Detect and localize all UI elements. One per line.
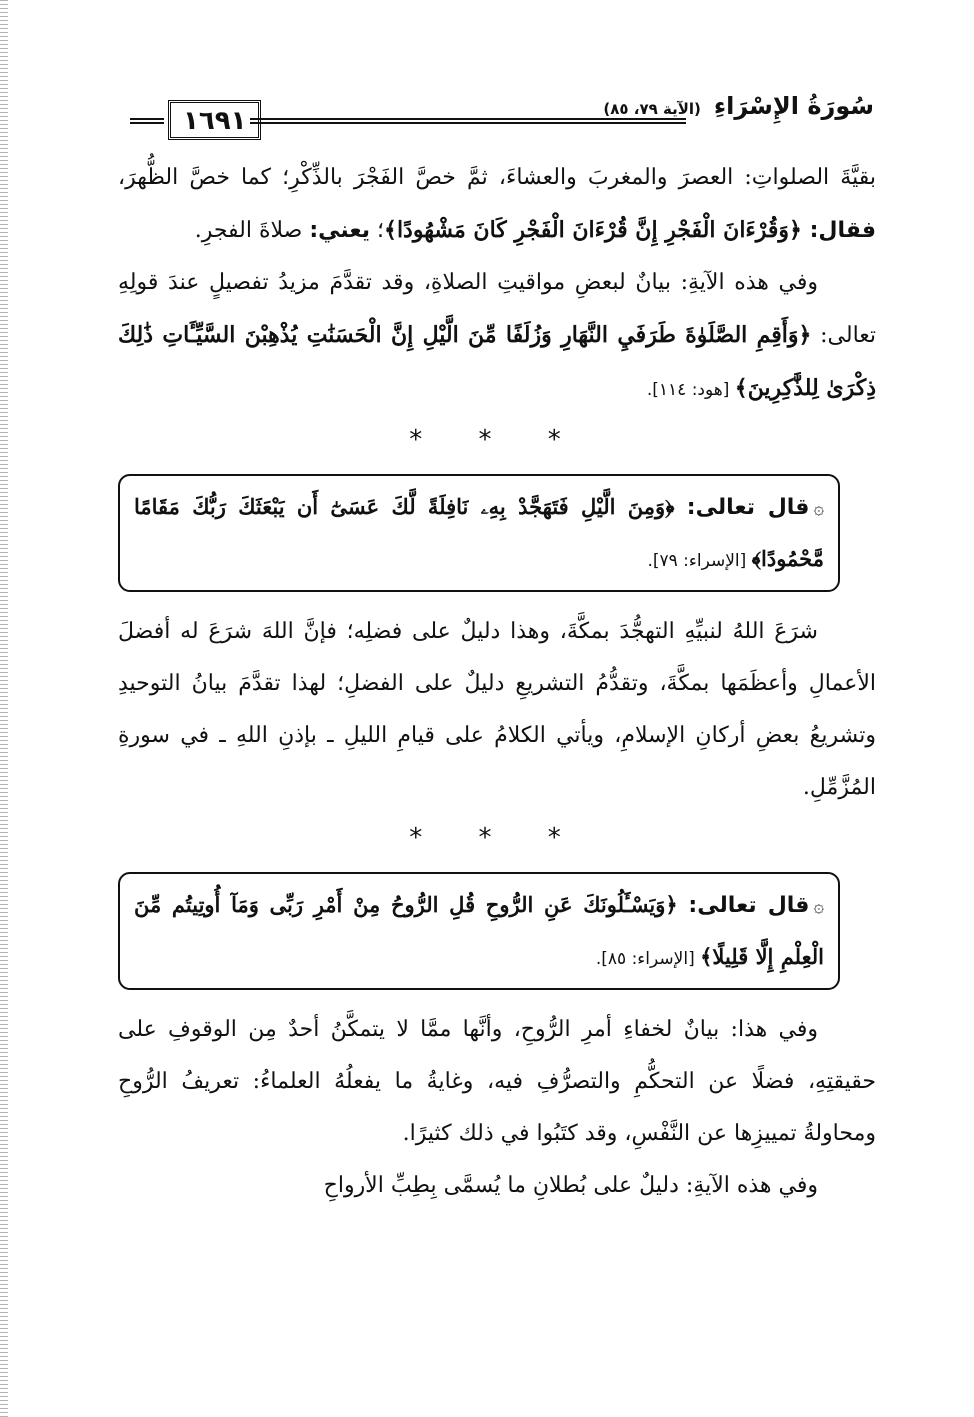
p1-meaning: يعني:: [309, 218, 371, 243]
surah-name: سُورَةُ الإِسْرَاءِ: [713, 92, 874, 120]
paragraph-2: [118, 257, 876, 416]
book-page: [118, 92, 876, 1382]
rub-el-hizb-icon: ۞: [813, 498, 824, 519]
ayah-box-85-said: قال تعالى:: [688, 893, 810, 918]
ayah-range: (الآية ٧٩، ٨٥): [603, 100, 701, 118]
scan-edge: [0, 0, 8, 1417]
paragraph-5: وفي هذه الآيةِ: دليلٌ على بُطلانِ ما يُسمَّى بِطِبِّ الأرواحِ: [323, 1173, 818, 1198]
header-rule-left: [130, 118, 164, 124]
p2-text: وفي هذه الآيةِ: بيانٌ لبعضِ مواقيتِ الصلاةِ، وقد تقدَّمَ مزيدُ تفصيلٍ عندَ قولِهِ تعالى:: [118, 270, 877, 348]
paragraph-4: وفي هذا: بيانٌ لخفاءِ أمرِ الرُّوحِ، وأنَّها ممَّا لا يتمكَّنُ أحدٌ مِن الوقوفِ على حقيقتِهِ، فضلًا عن التحكُّمِ والتصرُّفِ فيه، وغايةُ ما يفعلُهُ العلماءُ: تعريفُ الرُّوحِ ومحاولةُ تمييزِها عن النَّفْسِ، وقد كتَبُوا في ذلك كثيرًا.: [118, 1017, 876, 1146]
p1-verse: ﴿وَقُرْءَانَ الْفَجْرِ إِنَّ قُرْءَانَ الْفَجْرِ كَانَ مَشْهُودًا﴾: [384, 217, 810, 243]
page-header: [118, 92, 876, 152]
section-separator: * * *: [409, 425, 585, 455]
paragraph-1: [118, 152, 876, 257]
ayah-box-85-reference: [الإسراء: ٨٥].: [595, 949, 701, 969]
p1-text: بقيَّةَ الصلواتِ: العصرَ والمغربَ والعشاءَ، ثمَّ خصَّ الفَجْرَ بالذِّكْرِ؛ كما خصَّ الظُّهرَ،: [118, 165, 876, 190]
ayah-box-85: [118, 872, 840, 990]
rub-el-hizb-icon: ۞: [813, 896, 824, 917]
p2-reference: [هود: ١١٤].: [646, 380, 735, 400]
section-separator-2: * * *: [409, 823, 585, 853]
page-number: ١٦٩١: [168, 100, 261, 140]
ayah-box-79-verse: ﴿وَمِنَ الَّيْلِ فَتَهَجَّدْ بِهِۦ نَافِلَةً لَّكَ عَسَىٰٓ أَن يَبْعَثَكَ رَبُّكَ مَقَامًا مَّحْمُودًا﴾: [134, 494, 824, 571]
p2-verse: ﴿وَأَقِمِ الصَّلَوٰةَ طَرَفَيِ النَّهَارِ وَزُلَفًا مِّنَ الَّيْلِ إِنَّ الْحَسَنَٰتِ يُذْهِبْنَ السَّيِّـَٔاتِ ذَٰلِكَ ذِكْرَىٰ لِلذَّٰكِرِينَ﴾: [118, 322, 876, 401]
ayah-box-85-verse: ﴿وَيَسْـَٔلُونَكَ عَنِ الرُّوحِ قُلِ الرُّوحُ مِنْ أَمْرِ رَبِّى وَمَآ أُوتِيتُم مِّنَ الْعِلْمِ إِلَّا قَلِيلًا﴾: [134, 892, 824, 969]
p1-text-end: صلاةَ الفجرِ.: [194, 218, 310, 243]
ayah-box-79: [118, 474, 840, 592]
p1-said: فقال:: [809, 218, 876, 243]
header-rule: [250, 118, 686, 124]
p1-sep: ؛: [370, 218, 385, 243]
paragraph-3: شرَعَ اللهُ لنبيِّهِ التهجُّدَ بمكَّةَ، وهذا دليلٌ على فضلِه؛ فإنَّ اللهَ شرَعَ له أفضلَ الأعمالِ وأعظَمَها بمكَّةَ، وتقدُّمُ التشريعِ دليلٌ على الفضلِ؛ لهذا تقدَّمَ بيانُ التوحيدِ وتشريعُ بعضِ أركانِ الإسلامِ، ويأتي الكلامُ على قيامِ الليلِ ـ بإذنِ اللهِ ـ في سورةِ المُزَّمِّلِ.: [118, 619, 876, 800]
ayah-box-79-reference: [الإسراء: ٧٩].: [647, 551, 752, 571]
ayah-box-79-said: قال تعالى:: [686, 495, 810, 520]
